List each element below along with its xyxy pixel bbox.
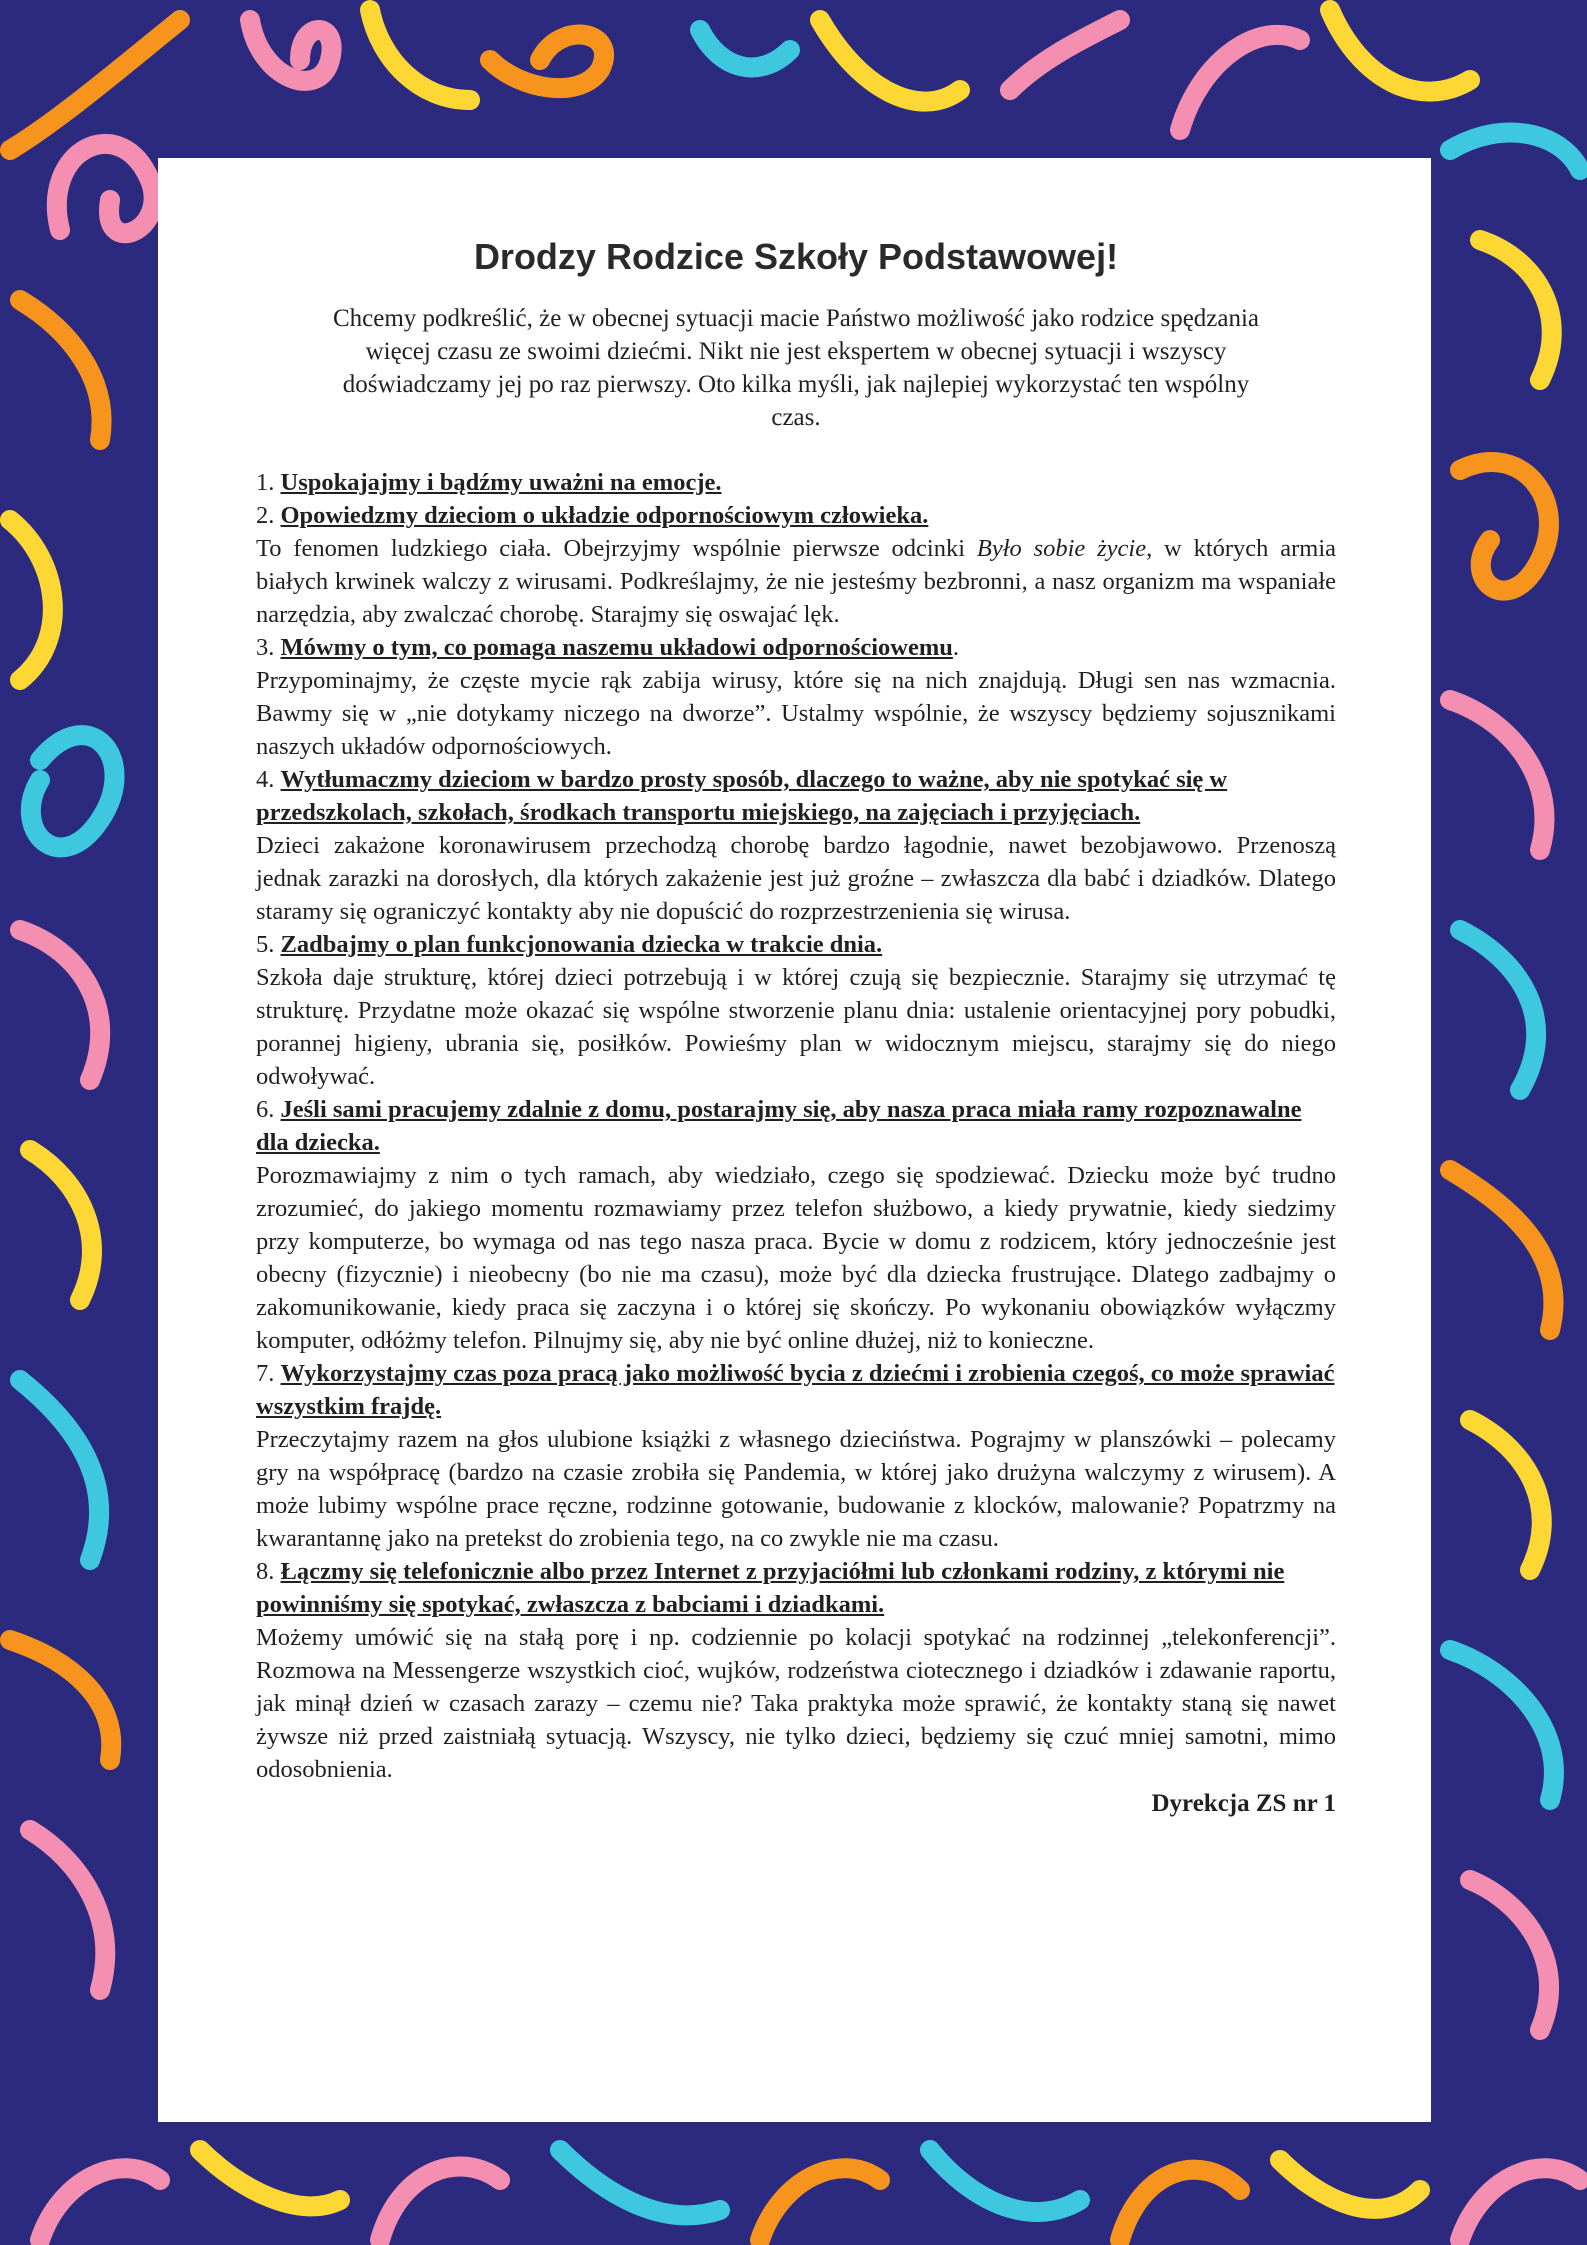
item-body-part: To fenomen ludzkiego ciała. Obejrzyjmy wspólnie pierwsze odcinki xyxy=(256,535,977,562)
letter-intro: Chcemy podkreślić, że w obecnej sytuacji macie Państwo możliwość jako rodzice spędzania więcej czasu ze swoimi dziećmi. Nikt nie jest ekspertem w obecnej sytuacji i wszyscy doświadczamy jej po raz pierwszy. Oto kilka myśli, jak najlepiej wykorzystać ten wspólny czas. xyxy=(332,305,1260,431)
item-number: 3. xyxy=(256,634,275,661)
item-number: 8. xyxy=(256,1558,275,1585)
item-heading-text: Opowiedzmy dzieciom o układzie odpornościowym człowieka. xyxy=(280,502,929,529)
item-body: Porozmawiajmy z nim o tych ramach, aby wiedziało, czego się spodziewać. Dziecku może być trudno zrozumieć, do jakiego momentu rozmawiamy przez telefon służbowo, a kiedy prywatnie, kiedy siedzimy przy komputerze, bo wymaga od nas tego nasza praca. Bycie w domu z rodzicem, który jednocześnie jest obecny (fizycznie) i nieobecny (bo nie ma czasu), może być dla dziecka frustrujące. Dlatego zadbajmy o zakomunikowanie, kiedy praca się zaczyna i o której się skończy. Po wykonaniu obowiązków wyłączmy komputer, odłóżmy telefon. Pilnujmy się, aby nie być online dłużej, niż to konieczne. xyxy=(256,1162,1336,1354)
item-heading-text: Mówmy o tym, co pomaga naszemu układowi odpornościowemu xyxy=(280,634,953,661)
item-number: 4. xyxy=(256,766,275,793)
list-item xyxy=(256,928,1336,1093)
signature: Dyrekcja ZS nr 1 xyxy=(1151,1790,1336,1817)
item-body: Przypominajmy, że częste mycie rąk zabija wirusy, które się na nich znajdują. Długi sen nas wzmacnia. Bawmy się w „nie dotykamy niczego na dworze”. Ustalmy wspólnie, że wszyscy będziemy sojusznikami naszych układów odpornościowych. xyxy=(256,667,1336,760)
item-heading xyxy=(256,1093,1336,1159)
list-item xyxy=(256,631,1336,763)
letter-sheet xyxy=(158,158,1431,2122)
item-number: 5. xyxy=(256,931,275,958)
item-body-italic: Było sobie życie xyxy=(976,535,1147,562)
list-item xyxy=(256,466,1336,499)
item-heading-text: Jeśli sami pracujemy zdalnie z domu, postarajmy się, aby nasza praca miała ramy rozpoznawalne dla dziecka. xyxy=(256,1096,1302,1156)
item-heading-text: Łączmy się telefonicznie albo przez Internet z przyjaciółmi lub członkami rodziny, z którymi nie powinniśmy się spotykać, zwłaszcza z babciami i dziadkami. xyxy=(256,1558,1285,1618)
item-number: 2. xyxy=(256,502,275,529)
item-heading xyxy=(256,1357,1336,1423)
item-heading xyxy=(256,763,1336,829)
item-heading-text: Zadbajmy o plan funkcjonowania dziecka w trakcie dnia. xyxy=(280,931,883,958)
list-item xyxy=(256,1093,1336,1357)
item-heading xyxy=(256,466,1336,499)
item-body: Możemy umówić się na stałą porę i np. codziennie po kolacji spotykać na rodzinnej „telekonferencji”. Rozmowa na Messengerze wszystkich cioć, wujków, rodzeństwa ciotecznego i dziadków i zdawanie raportu, jak minął dzień w czasach zarazy – czemu nie? Taka praktyka może sprawić, że kontakty staną się nawet żywsze niż przed zaistniałą sytuacją. Wszyscy, nie tylko dzieci, będziemy się czuć mniej samotni, mimo odosobnienia. xyxy=(256,1624,1336,1783)
item-number: 7. xyxy=(256,1360,275,1387)
item-body-part: , w których armia białych krwinek walczy z wirusami. Podkreślajmy, że nie jesteśmy bezbronni, a nasz organizm ma wspaniałe narzędzia, aby zwalczać chorobę. Starajmy się oswajać lęk. xyxy=(256,535,1337,628)
letter-title: Drodzy Rodzice Szkoły Podstawowej! xyxy=(473,236,1119,277)
list-item xyxy=(256,1357,1336,1555)
item-body: Szkoła daje strukturę, której dzieci potrzebują i w której czują się bezpiecznie. Starajmy się utrzymać tę strukturę. Przydatne może okazać się wspólne stworzenie planu dnia: ustalenie orientacyjnej pory pobudki, porannej higieny, ubrania się, posiłków. Powieśmy plan w widocznym miejscu, starajmy się do niego odwoływać. xyxy=(256,964,1336,1090)
list-item xyxy=(256,499,1336,631)
item-body xyxy=(256,532,1336,631)
item-number: 6. xyxy=(256,1096,275,1123)
item-heading xyxy=(256,928,1336,961)
item-heading-text: Wytłumaczmy dzieciom w bardzo prosty sposób, dlaczego to ważne, aby nie spotykać się w przedszkolach, szkołach, środkach transportu miejskiego, na zajęciach i przyjęciach. xyxy=(256,766,1228,826)
item-heading xyxy=(256,1555,1336,1621)
item-body: Przeczytajmy razem na głos ulubione książki z własnego dzieciństwa. Pograjmy w planszówki – polecamy gry na współpracę (bardzo na czasie zrobiła się Pandemia, w której jako drużyna walczymy z wirusem). A może lubimy wspólne prace ręczne, rodzinne gotowanie, budowanie z klocków, malowanie? Popatrzmy na kwarantannę jako na pretekst do zrobienia tego, na co zwykle nie ma czasu. xyxy=(256,1426,1336,1552)
item-heading: 3. Mówmy o tym, co pomaga naszemu układowi odpornościowemu. xyxy=(256,634,960,661)
letter-content xyxy=(256,236,1336,1818)
item-heading xyxy=(256,499,1336,532)
item-number: 1. xyxy=(256,469,275,496)
list-item xyxy=(256,1555,1336,1786)
item-body: Dzieci zakażone koronawirusem przechodzą chorobę bardzo łagodnie, nawet bezobjawowo. Przenoszą jednak zarazki na dorosłych, dla których zakażenie jest już groźne – zwłaszcza dla babć i dziadków. Dlatego staramy się ograniczyć kontakty aby nie dopuścić do rozprzestrzenienia się wirusa. xyxy=(256,832,1336,925)
item-heading-text: Uspokajajmy i bądźmy uważni na emocje. xyxy=(280,469,722,496)
list-item xyxy=(256,763,1336,928)
item-heading-text: Wykorzystajmy czas poza pracą jako możliwość bycia z dziećmi i zrobienia czegoś, co może sprawiać wszystkim frajdę. xyxy=(256,1360,1335,1420)
